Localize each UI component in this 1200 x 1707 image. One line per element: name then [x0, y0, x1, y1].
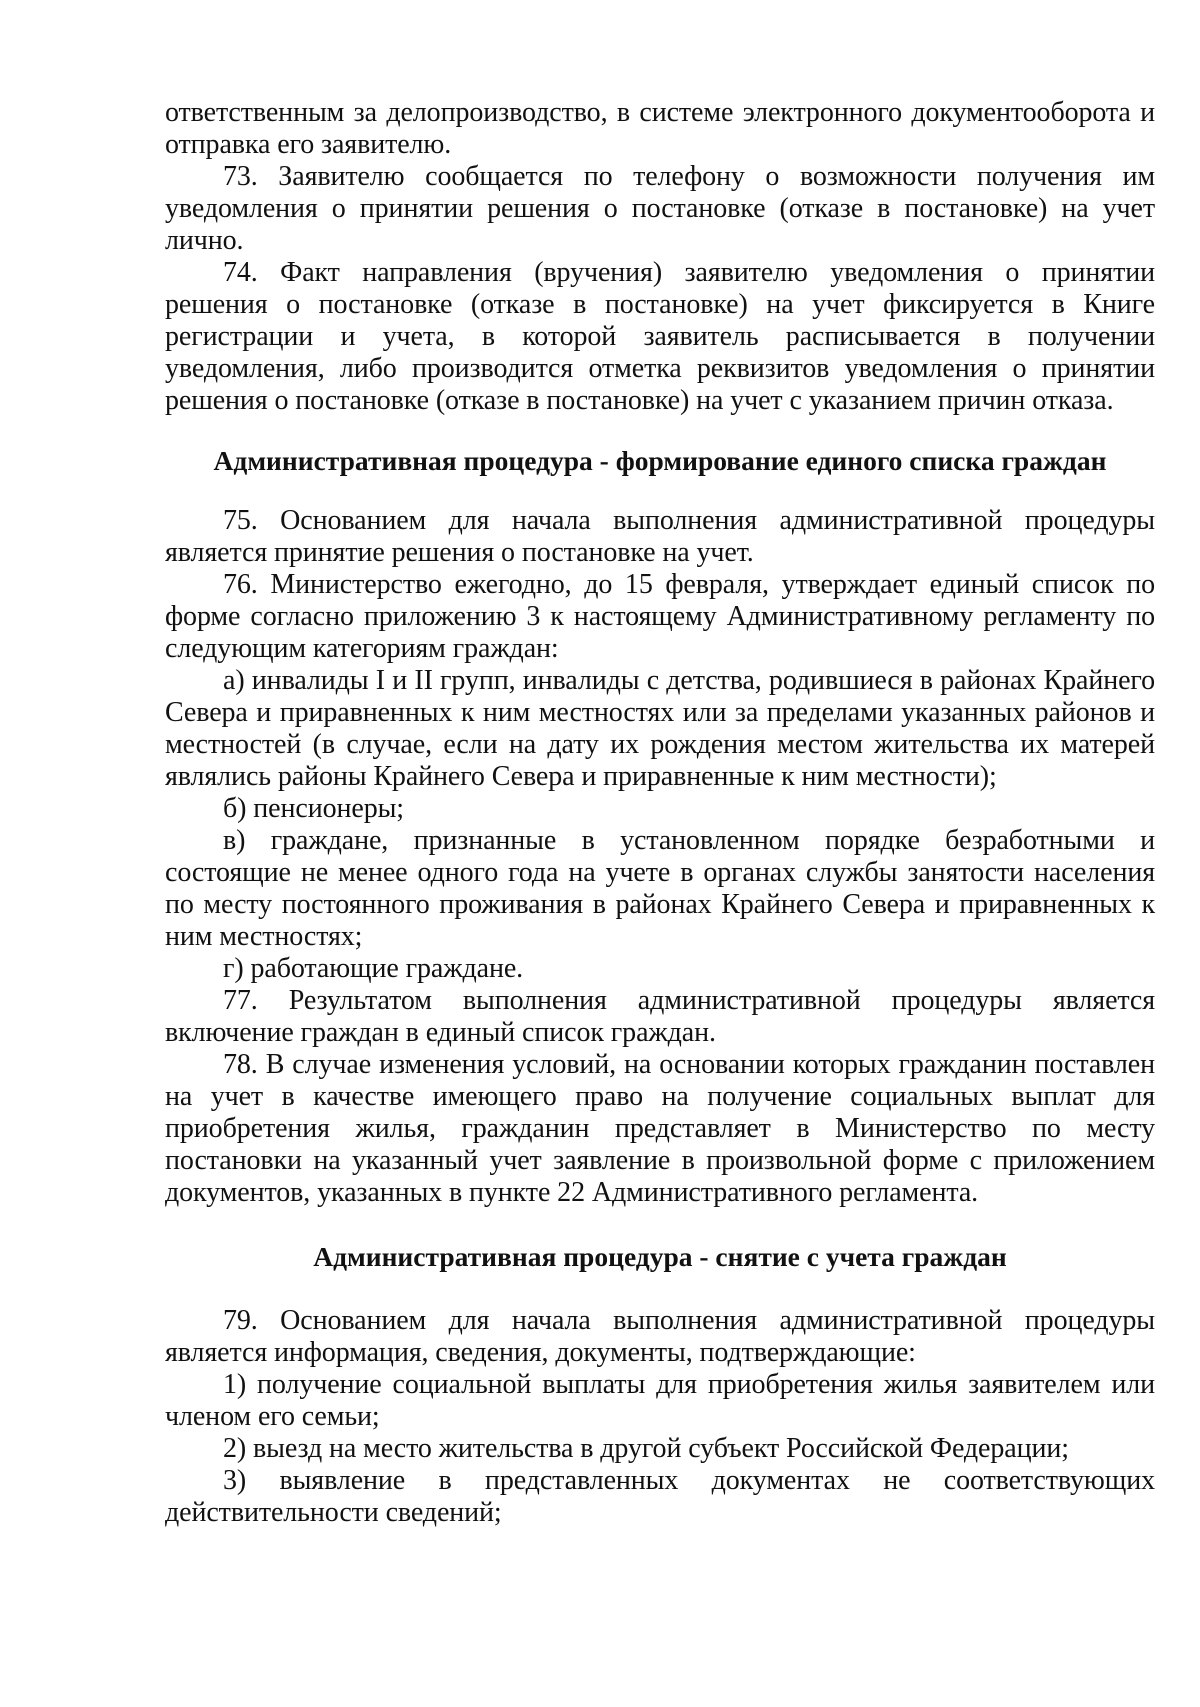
section-heading-deregistration: Административная процедура - снятие с учета граждан	[313, 1241, 1007, 1272]
paragraph-77: 77. Результатом выполнения административной процедуры является включение граждан в единый список граждан.	[165, 985, 1155, 1048]
paragraph-79-2: 2) выезд на место жительства в другой субъект Российской Федерации;	[223, 1433, 1069, 1464]
paragraph-76-a: а) инвалиды I и II групп, инвалиды с детства, родившиеся в районах Крайнего Севера и приравненных к ним местностях или за пределами указанных районов и местностей (в случае, если на дату их рождения местом жительства их матерей являлись районы Крайнего Севера и приравненные к ним местности);	[165, 665, 1155, 792]
paragraph-76-b: б) пенсионеры;	[223, 793, 404, 824]
paragraph-74: 74. Факт направления (вручения) заявителю уведомления о принятии решения о постановке (отказе в постановке) на учет фиксируется в Книге регистрации и учета, в которой заявитель расписывается в получении уведомления, либо производится отметка реквизитов уведомления о принятии решения о постановке (отказе в постановке) на учет с указанием причин отказа.	[165, 257, 1155, 416]
paragraph-76: 76. Министерство ежегодно, до 15 февраля, утверждает единый список по форме согласно приложению 3 к настоящему Административному регламенту по следующим категориям граждан:	[165, 569, 1155, 664]
paragraph-79-3: 3) выявление в представленных документах не соответствующих действительности сведений;	[165, 1465, 1155, 1528]
paragraph-73: 73. Заявителю сообщается по телефону о возможности получения им уведомления о принятии решения о постановке (отказе в постановке) на учет лично.	[165, 161, 1155, 256]
paragraph-76-g: г) работающие граждане.	[223, 953, 524, 984]
paragraph-continuation: ответственным за делопроизводство, в системе электронного документооборота и отправка его заявителю.	[165, 97, 1155, 160]
section-heading-unified-list: Административная процедура - формирование единого списка граждан	[213, 445, 1107, 476]
paragraph-76-v: в) граждане, признанные в установленном порядке безработными и состоящие не менее одного года на учете в органах службы занятости населения по месту постоянного проживания в районах Крайнего Севера и приравненных к ним местностях;	[165, 825, 1155, 952]
paragraph-79: 79. Основанием для начала выполнения административной процедуры является информация, сведения, документы, подтверждающие:	[165, 1305, 1155, 1368]
paragraph-75: 75. Основанием для начала выполнения административной процедуры является принятие решения о постановке на учет.	[165, 505, 1155, 568]
paragraph-78: 78. В случае изменения условий, на основании которых гражданин поставлен на учет в качестве имеющего право на получение социальных выплат для приобретения жилья, гражданин представляет в Министерство по месту постановки на указанный учет заявление в произвольной форме с приложением документов, указанных в пункте 22 Административного регламента.	[165, 1049, 1155, 1208]
paragraph-79-1: 1) получение социальной выплаты для приобретения жилья заявителем или членом его семьи;	[165, 1369, 1155, 1432]
document-page	[165, 97, 1155, 1529]
